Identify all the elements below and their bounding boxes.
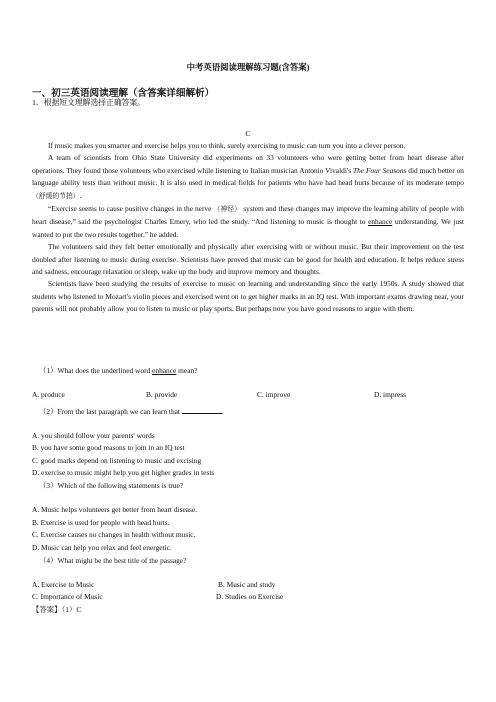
question-3-stem: （3）Which of the following statements is true? <box>39 481 184 490</box>
music-title: The Four Seasons <box>352 165 407 175</box>
paragraph-3-text-c: understanding. We just wanted to put the two results together,” he added. <box>32 217 464 239</box>
passage-body <box>32 140 464 316</box>
question-3-option-d[interactable]: D. Music can help you relax and feel energetic. <box>32 543 172 552</box>
paragraph-2 <box>32 152 464 203</box>
paragraph-3-text-a: “Exercise seems to cause positive changes in the nerve <box>48 204 214 214</box>
question-4-option-b[interactable]: B. Music and study <box>218 580 276 589</box>
question-1-option-d[interactable]: D. impress <box>374 390 407 399</box>
question-3-option-a[interactable]: A. Music helps volunteers get better from heart disease. <box>32 505 198 514</box>
chinese-hint-tempo: （舒缓的节拍） <box>32 192 80 200</box>
instruction-text: 1．根据短文理解选择正确答案。 <box>32 98 146 107</box>
section-heading: 一、初三英语阅读理解（含答案详细解析） <box>32 88 215 99</box>
paragraph-3 <box>32 203 464 241</box>
question-2-option-b[interactable]: B. you have some good reasons to join in an IQ test <box>32 443 185 452</box>
question-2-stem-period: . <box>221 407 224 416</box>
question-1-option-c[interactable]: C. improve <box>257 390 291 399</box>
question-1-option-a[interactable]: A. produce <box>32 390 65 399</box>
passage-label: C <box>245 129 251 138</box>
paragraph-4: The volunteers said they felt better emotionally and physically after exercising with or without music. But their improvement on the test doubled after listening to music during exercise. Scientists have proved that music can be good for health and education. It helps reduce stress and sadness, encourage relaxation or sleep, wake up the body and improve memory and thoughts. <box>32 242 464 277</box>
question-1-stem-text-a: （1）What does the underlined word <box>39 366 153 375</box>
chinese-hint-nerve: （神经） <box>213 206 242 214</box>
question-1-option-b[interactable]: B. provide <box>146 390 178 399</box>
answer-blank <box>182 406 222 414</box>
question-3-option-b[interactable]: B. Exercise is used for people with head hurts. <box>32 518 170 527</box>
paragraph-2-text-c: . <box>79 190 82 200</box>
question-2-option-d[interactable]: D. exercise to music might help you get higher grades in tests <box>32 468 215 477</box>
question-3-option-c[interactable]: C. Exercise causes no changes in health without music. <box>32 530 196 539</box>
question-1-underlined-word: enhance <box>152 366 177 375</box>
question-2-stem <box>32 406 224 418</box>
paragraph-1: If music makes you smarter and exercise helps you to think, surely exercising to music can turn you into a clever person. <box>48 141 406 150</box>
question-2-option-c[interactable]: C. good marks depend on listening to music and excising <box>32 456 202 465</box>
answer-line: 【答案】（1）C <box>32 605 82 614</box>
question-2-option-a[interactable]: A. you should follow your parents' words <box>32 431 155 440</box>
paragraph-3-text-b: system and these changes may improve the learning ability of people with heart disease,” said the psychologist Charles Emery, who led the study. “And listening to music is thought to <box>32 204 464 227</box>
question-1-stem-text-b: mean? <box>176 366 198 375</box>
question-4-option-c[interactable]: C. Importance of Music <box>32 592 103 601</box>
document-title: 中考英语阅读理解练习题(含答案) <box>186 63 310 72</box>
question-1-stem <box>32 365 197 377</box>
question-2-stem-text: （2）From the last paragraph we can learn that <box>39 407 182 416</box>
paragraph-2-text-b: did much better on language ability tests than without music. It is also used in medical fields for patients who have had head hurts because of its moderate tempo <box>32 165 464 188</box>
question-4-option-d[interactable]: D. Studies on Exercise <box>216 592 284 601</box>
underlined-word: enhance <box>368 217 393 227</box>
paragraph-5: Scientists have been studying the results of exercise to music on learning and understanding since the early 1950s. A study showed that students who listened to Mozart's violin pieces and exercised went on to get higher marks in an IQ test. With important exams drawing near, your parents will not probably allow you to listen to music or play sports. But perhaps now you have good reasons to argue with them. <box>32 279 464 314</box>
question-4-option-a[interactable]: A. Exercise to Music <box>32 580 95 589</box>
paragraph-2-text-a: A team of scientists from Ohio State University did experiments on 33 volunteers who were getting better from heart disease after operations. They found those volunteers who exercised while listening to Italian musician Antonio Vivaldi's <box>32 153 464 175</box>
question-4-stem: （4）What might be the best title of the passage? <box>39 556 187 565</box>
